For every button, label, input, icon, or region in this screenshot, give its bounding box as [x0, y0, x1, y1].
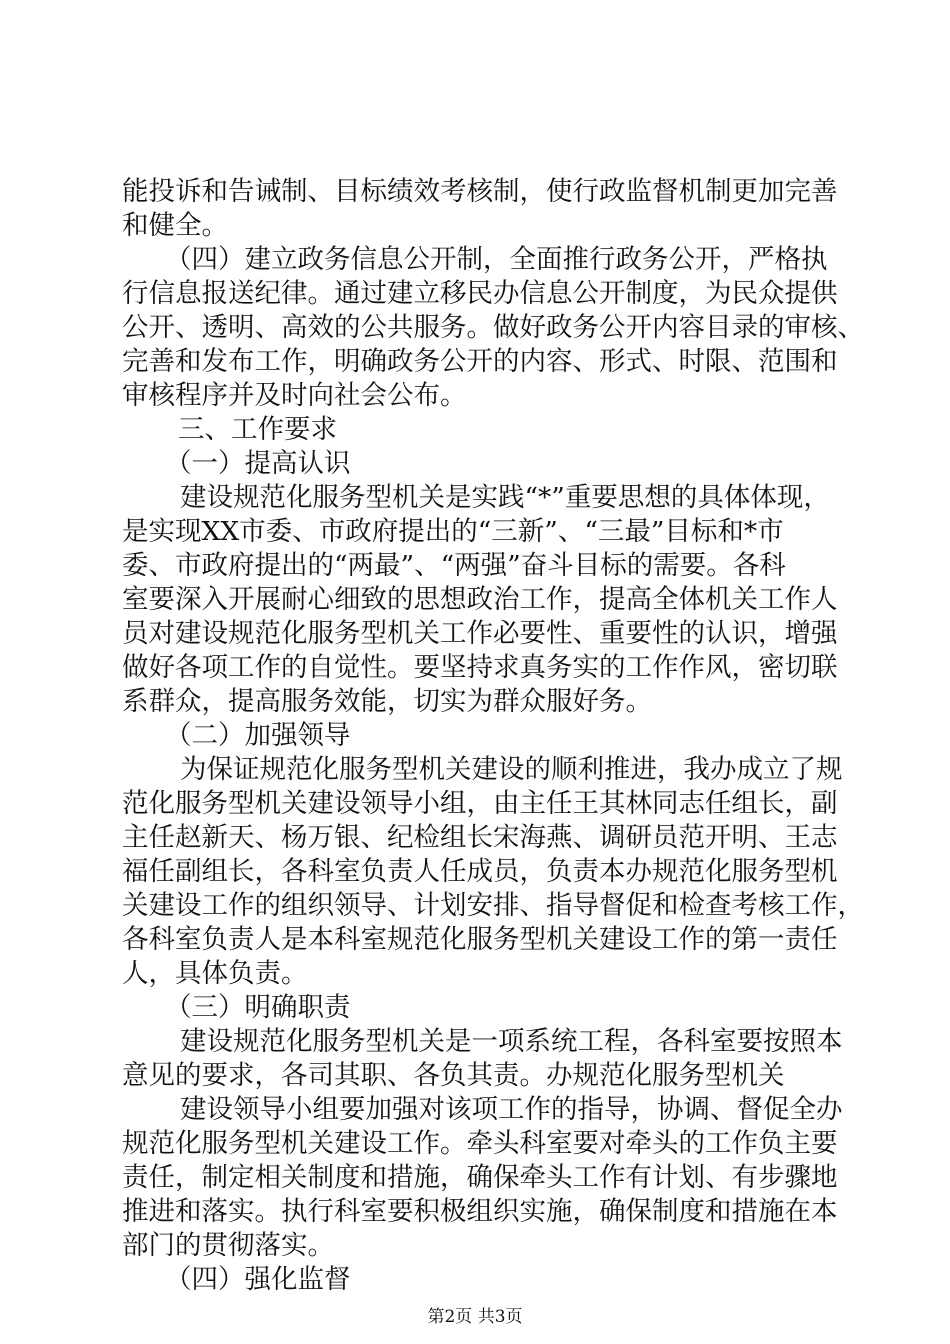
body-line: 行信息报送纪律。通过建立移民办信息公开制度，为民众提供	[122, 278, 838, 309]
body-line: 能投诉和告诫制、目标绩效考核制，使行政监督机制更加完善	[122, 176, 838, 207]
paragraph-heading: （四）建立政务信息公开制，全面推行政务公开，严格执	[165, 244, 828, 275]
body-line: 是实现XX市委、市政府提出的“三新”、“三最”目标和*市	[122, 516, 784, 547]
body-line: 建设领导小组要加强对该项工作的指导，协调、督促全办	[180, 1094, 843, 1125]
body-line: 建设规范化服务型机关是一项系统工程，各科室要按照本	[180, 1026, 843, 1057]
body-line: 部门的贯彻落实。	[122, 1230, 334, 1261]
body-line: 意见的要求，各司其职、各负其责。办规范化服务型机关	[122, 1060, 785, 1091]
subsection-heading: （二）加强领导	[165, 720, 351, 751]
section-heading: 三、工作要求	[178, 414, 337, 445]
body-line: 为保证规范化服务型机关建设的顺利推进，我办成立了规	[180, 754, 843, 785]
body-line: 主任赵新天、杨万银、纪检组长宋海燕、调研员范开明、王志	[122, 822, 838, 853]
body-line: 委、市政府提出的“两最”、“两强”奋斗目标的需要。各科	[122, 550, 786, 581]
body-line: 推进和落实。执行科室要积极组织实施，确保制度和措施在本	[122, 1196, 838, 1227]
subsection-heading: （一）提高认识	[165, 448, 351, 479]
body-line: 福任副组长，各科室负责人任成员，负责本办规范化服务型机	[122, 856, 838, 887]
subsection-heading: （四）强化监督	[165, 1264, 351, 1295]
body-line: 系群众，提高服务效能，切实为群众服好务。	[122, 686, 652, 717]
subsection-heading: （三）明确职责	[165, 992, 351, 1023]
body-line: 人，具体负责。	[122, 958, 308, 989]
body-line: 责任，制定相关制度和措施，确保牵头工作有计划、有步骤地	[122, 1162, 838, 1193]
body-line: 做好各项工作的自觉性。要坚持求真务实的工作作风，密切联	[122, 652, 838, 683]
page-footer: 第2页 共3页	[427, 1307, 523, 1327]
body-line: 完善和发布工作，明确政务公开的内容、形式、时限、范围和	[122, 346, 838, 377]
body-line: 建设规范化服务型机关是实践“*”重要思想的具体体现，	[180, 482, 830, 513]
body-line: 员对建设规范化服务型机关工作必要性、重要性的认识，增强	[122, 618, 838, 649]
body-line: 和健全。	[122, 210, 228, 241]
body-line: 各科室负责人是本科室规范化服务型机关建设工作的第一责任	[122, 924, 838, 955]
body-line: 审核程序并及时向社会公布。	[122, 380, 467, 411]
body-line: 室要深入开展耐心细致的思想政治工作，提高全体机关工作人	[122, 584, 838, 615]
body-line: 关建设工作的组织领导、计划安排、指导督促和检查考核工作，	[122, 890, 864, 921]
body-line: 公开、透明、高效的公共服务。做好政务公开内容目录的审核、	[122, 312, 864, 343]
body-line: 范化服务型机关建设领导小组，由主任王其林同志任组长，副	[122, 788, 838, 819]
body-line: 规范化服务型机关建设工作。牵头科室要对牵头的工作负主要	[122, 1128, 838, 1159]
